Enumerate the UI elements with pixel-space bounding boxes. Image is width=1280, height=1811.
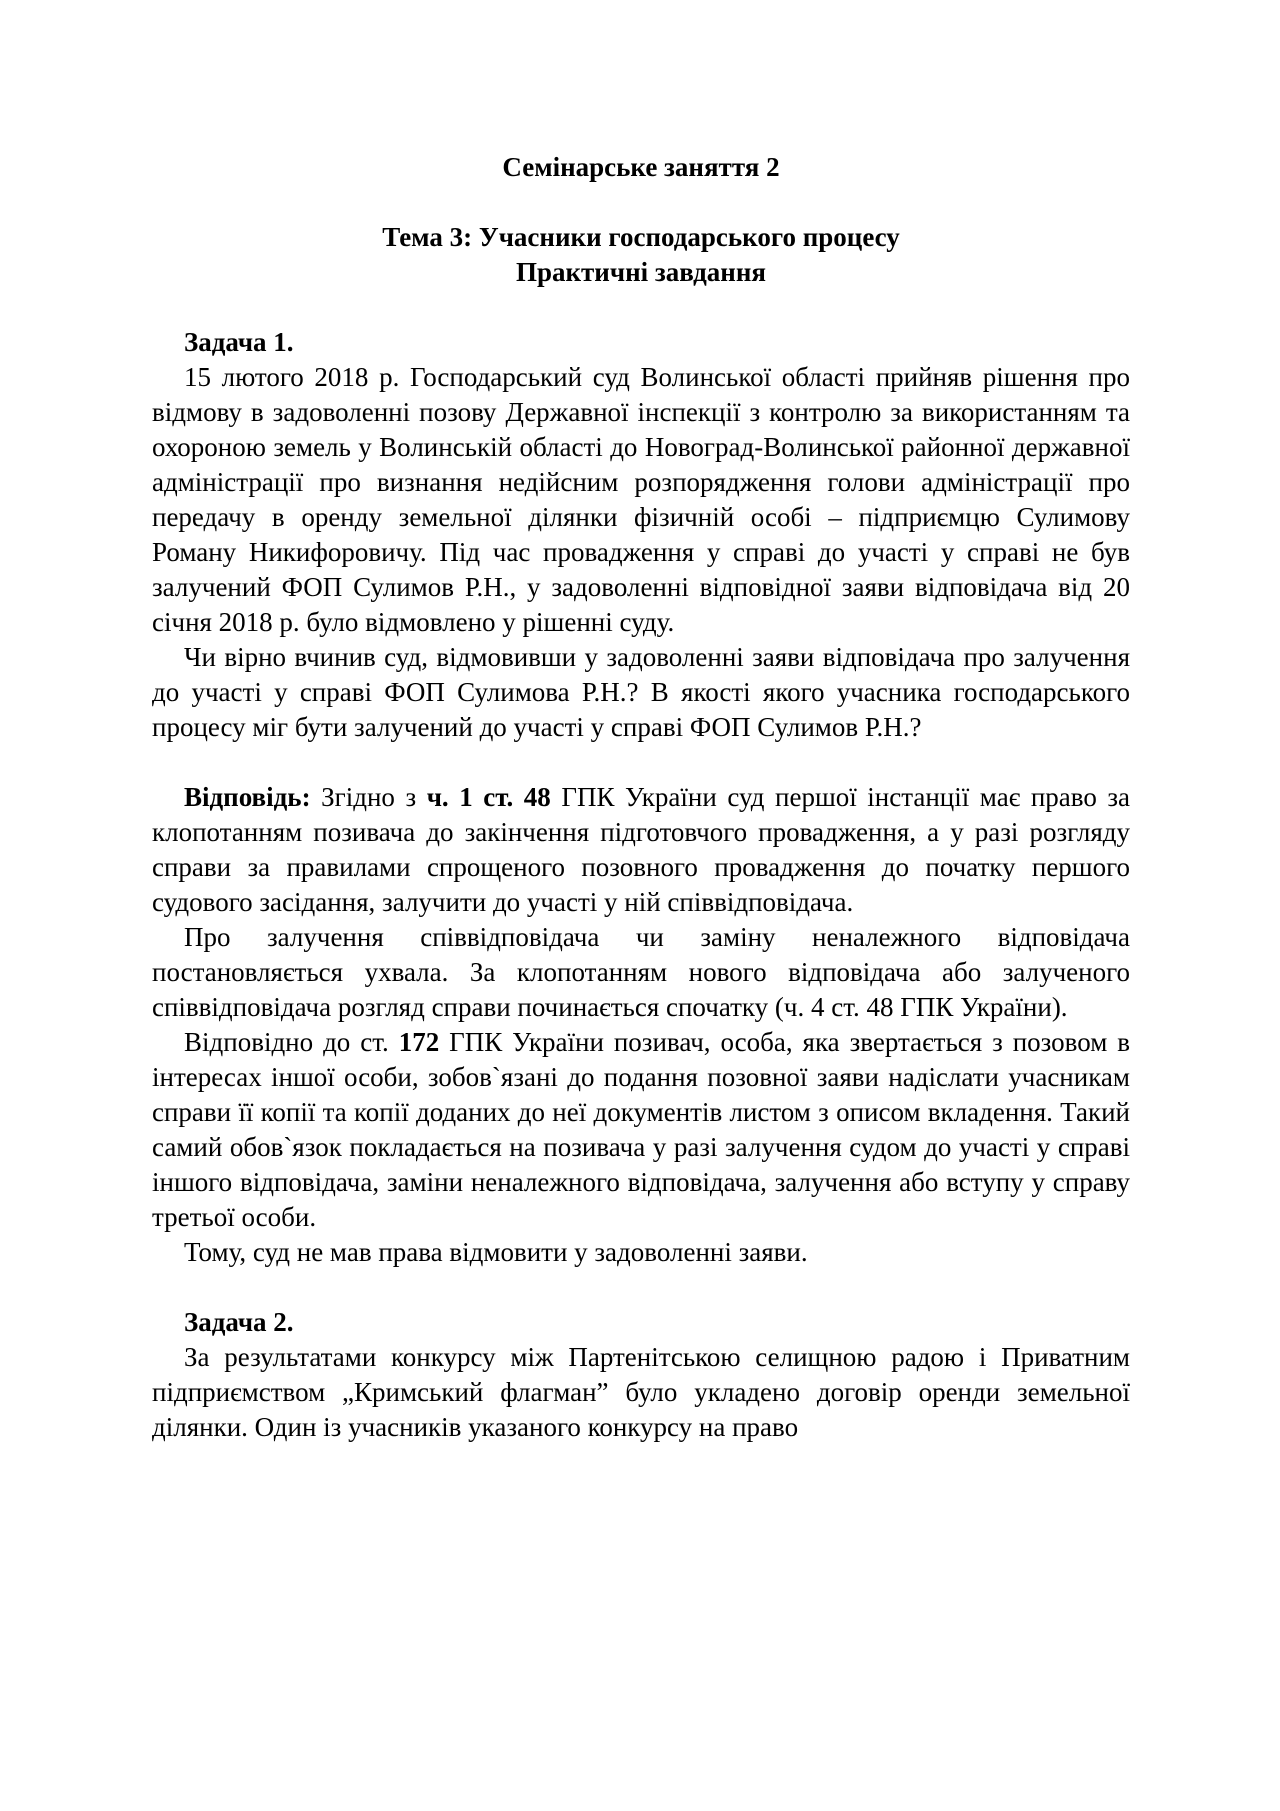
answer1-paragraph-3	[152, 1025, 1130, 1235]
answer1-article-reference: 172	[398, 1027, 440, 1057]
answer1-law-reference: ч. 1 ст. 48	[426, 782, 551, 812]
answer1-paragraph-4: Тому, суд не мав права відмовити у задоволенні заяви.	[184, 1237, 808, 1267]
task2-heading: Задача 2.	[184, 1307, 294, 1337]
task1-paragraph-2: Чи вірно вчинив суд, відмовивши у задоволенні заяви відповідача про залучення до участі у справі ФОП Сулимова Р.Н.? В якості якого учасника господарського процесу міг бути залучений до участі у справі ФОП Сулимов Р.Н.?	[152, 642, 1130, 742]
topic-heading: Тема 3: Учасники господарського процесу	[382, 222, 900, 252]
answer1-p3-text-b: ГПК України позивач, особа, яка звертається з позовом в інтересах іншої особи, зобов`язані до подання позовної заяви надіслати учасникам справи її копії та копії доданих до неї документів листом з описом вкладення. Такий самий обов`язок покладається на позивача у разі залучення судом до участі у справі іншого відповідача, заміни неналежного відповідача, залучення або вступу у справу третьої особи.	[152, 1027, 1131, 1232]
answer1-text-a: Згідно з	[321, 782, 417, 812]
answer1-paragraph-2: Про залучення співвідповідача чи заміну неналежного відповідача постановляється ухвала. За клопотанням нового відповідача або залученого співвідповідача розгляд справи починається спочатку (ч. 4 ст. 48 ГПК України).	[152, 922, 1130, 1022]
answer1-paragraph-1	[152, 780, 1130, 920]
task2-paragraph-1: За результатами конкурсу між Партенітською селищною радою і Приватним підприємством „Кримський флагман” було укладено договір оренди земельної ділянки. Один із учасників указаного конкурсу на право	[152, 1342, 1130, 1442]
document-title: Семінарське заняття 2	[502, 152, 780, 182]
answer1-text-b: ГПК України суд першої інстанції має право за клопотанням позивача до закінчення підготовчого провадження, а у разі розгляду справи за правилами спрощеного позовного провадження до початку першого судового засідання, залучити до участі у ній співвідповідача.	[152, 782, 1131, 917]
task1-heading: Задача 1.	[184, 327, 294, 357]
answer1-p3-text-a: Відповідно до ст.	[184, 1027, 389, 1057]
task1-paragraph-1: 15 лютого 2018 р. Господарський суд Волинської області прийняв рішення про відмову в задоволенні позову Державної інспекції з контролю за використанням та охороною земель у Волинській області до Новоград-Волинської районної державної адміністрації про визнання недійсним розпорядження голови адміністрації про передачу в оренду земельної ділянки фізичній особі – підприємцю Сулимову Роману Никифоровичу. Під час провадження у справі до участі у справі не був залучений ФОП Сулимов Р.Н., у задоволенні відповідної заяви відповідача від 20 січня 2018 р. було відмовлено у рішенні суду.	[152, 362, 1130, 637]
spacer	[152, 1270, 1130, 1305]
spacer	[152, 745, 1130, 780]
document-page	[152, 150, 1130, 1445]
subtitle-heading: Практичні завдання	[515, 257, 767, 287]
answer-label: Відповідь:	[184, 782, 311, 812]
